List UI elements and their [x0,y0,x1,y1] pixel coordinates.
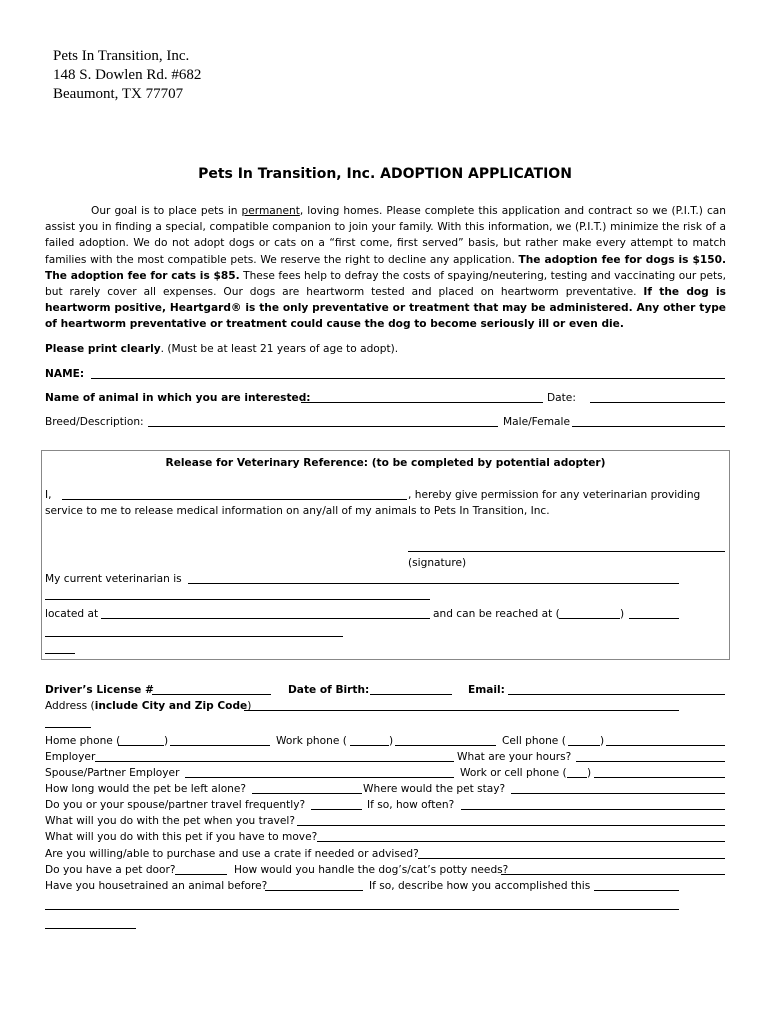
dob-field[interactable] [370,694,452,695]
door-label: Do you have a pet door? [45,864,176,876]
workcell-label: Work or cell phone ( [460,767,567,779]
often-label: If so, how often? [367,799,455,811]
travel-field[interactable] [311,809,362,810]
intro-fees: The adoption fee for dogs is $150. The adoption fee for cats is $85. [45,253,726,282]
signature-field[interactable] [408,551,725,552]
org-name: Pets In Transition, Inc. [53,48,190,64]
travel-pet-field[interactable] [297,825,725,826]
sex-label: Male/Female [503,416,570,428]
print-rest: . (Must be at least 21 years of age to adopt). [160,343,399,355]
intro-text-2: , loving homes. Please complete this application and contract so we (P.I.T.) can assist you in finding a special, compatible companion to join your family. With this information, we (P.I.T.) minimize the risk of a failed adoption. We do not adopt dogs or cats on a “first come, first served” basis, but rather make every attempt to match families with the most compatible pets. We reserve the right to decline any application. [45,205,726,266]
cell-close: ) [600,735,605,747]
cell-phone-field[interactable] [606,745,725,746]
vet-phone-field[interactable] [629,618,679,619]
release-service: service to me to release medical information on any/all of my animals to Pets In Transition, Inc. [45,505,550,517]
email-label: Email: [468,684,505,696]
alone-field[interactable] [252,793,362,794]
sex-field[interactable] [572,426,725,427]
stay-field[interactable] [511,793,725,794]
describe-field[interactable] [594,890,679,891]
dob-label: Date of Birth: [288,684,370,696]
move-field[interactable] [317,841,725,842]
located-field-2[interactable] [45,636,343,637]
housetrained-field[interactable] [265,890,363,891]
work-phone-label: Work phone ( [276,735,347,747]
release-permission: , hereby give permission for any veterinarian providing [408,489,701,501]
workcell-close: ) [587,767,592,779]
travel-label: Do you or your spouse/partner travel frequently? [45,799,306,811]
org-city: Beaumont, TX 77707 [53,86,184,102]
address-text-c: ) [247,700,252,712]
employer-field[interactable] [95,761,454,762]
home-phone-label: Home phone ( [45,735,121,747]
address-label [45,700,251,713]
describe-field-3[interactable] [45,928,136,929]
often-field[interactable] [461,809,725,810]
spouse-field[interactable] [185,777,454,778]
workcell-area-field[interactable] [567,777,587,778]
reached-paren: ) [620,608,625,620]
potty-label: How would you handle the dog’s/cat’s potty needs? [234,864,509,876]
located-field-3[interactable] [45,653,75,654]
signature-label: (signature) [408,557,467,569]
door-field[interactable] [175,874,227,875]
print-bold: Please print clearly [45,343,161,355]
intro-heartworm: If the dog is heartworm positive, Heartgard® is the only preventative or treatment that may be administered. Any other type of heartworm preventative or treatment could cause the dog to become seriously ill or even die. [45,286,726,331]
vet-label: My current veterinarian is [45,573,182,585]
animal-label: Name of animal in which you are interested: [45,392,311,404]
describe-label: If so, describe how you accomplished this [369,880,591,892]
address-text-b: include City and Zip Code [94,700,248,712]
name-label: NAME: [45,368,85,380]
org-street: 148 S. Dowlen Rd. #682 [53,67,202,83]
vet-field[interactable] [188,583,679,584]
hours-field[interactable] [576,761,725,762]
address-field-2[interactable] [45,727,91,728]
address-field[interactable] [244,710,679,711]
crate-field[interactable] [418,858,725,859]
stay-label: Where would the pet stay? [363,783,506,795]
home-area-field[interactable] [118,745,164,746]
date-field[interactable] [590,402,725,403]
potty-field[interactable] [501,874,725,875]
intro-text-3: These fees help to defray the costs of spaying/neutering, testing and vaccinating our pets, but rarely cover all expenses. Our dogs are heartworm tested and placed on heartworm preventative. [45,269,727,299]
housetrained-label: Have you housetrained an animal before? [45,880,268,892]
release-title: Release for Veterinary Reference: (to be completed by potential adopter) [165,457,606,469]
breed-label: Breed/Description: [45,416,144,428]
cell-area-field[interactable] [568,745,600,746]
name-field[interactable] [91,378,725,379]
page-title: Pets In Transition, Inc. ADOPTION APPLICATION [198,166,572,182]
animal-field[interactable] [301,402,543,403]
move-label: What will you do with this pet if you have to move? [45,831,318,843]
intro-text-1: Our goal is to place pets in [91,205,242,217]
intro-paragraph [45,203,726,333]
workcell-field[interactable] [594,777,725,778]
org-address [53,47,201,104]
release-box [41,450,730,660]
spouse-label: Spouse/Partner Employer [45,767,180,779]
work-close: ) [389,735,394,747]
license-field[interactable] [152,694,271,695]
print-note [45,343,398,356]
reached-label: and can be reached at ( [433,608,560,620]
alone-label: How long would the pet be left alone? [45,783,247,795]
release-i: I, [45,489,52,501]
home-phone-field[interactable] [170,745,270,746]
travel-pet-label: What will you do with the pet when you travel? [45,815,295,827]
vet-area-code-field[interactable] [559,618,620,619]
intro-permanent: permanent [241,205,300,217]
breed-field[interactable] [148,426,498,427]
located-field[interactable] [101,618,430,619]
cell-phone-label: Cell phone ( [502,735,566,747]
home-close: ) [164,735,169,747]
email-field[interactable] [508,694,725,695]
hours-label: What are your hours? [457,751,572,763]
employer-label: Employer [45,751,96,763]
work-phone-field[interactable] [395,745,496,746]
crate-label: Are you willing/able to purchase and use a crate if needed or advised? [45,848,419,860]
vet-field-2[interactable] [45,599,430,600]
located-label: located at [45,608,99,620]
date-label: Date: [547,392,576,404]
adopter-name-field[interactable] [62,499,407,500]
work-area-field[interactable] [350,745,389,746]
address-text-a: Address ( [45,700,95,712]
license-label: Driver’s License # [45,684,154,696]
describe-field-2[interactable] [45,909,679,910]
